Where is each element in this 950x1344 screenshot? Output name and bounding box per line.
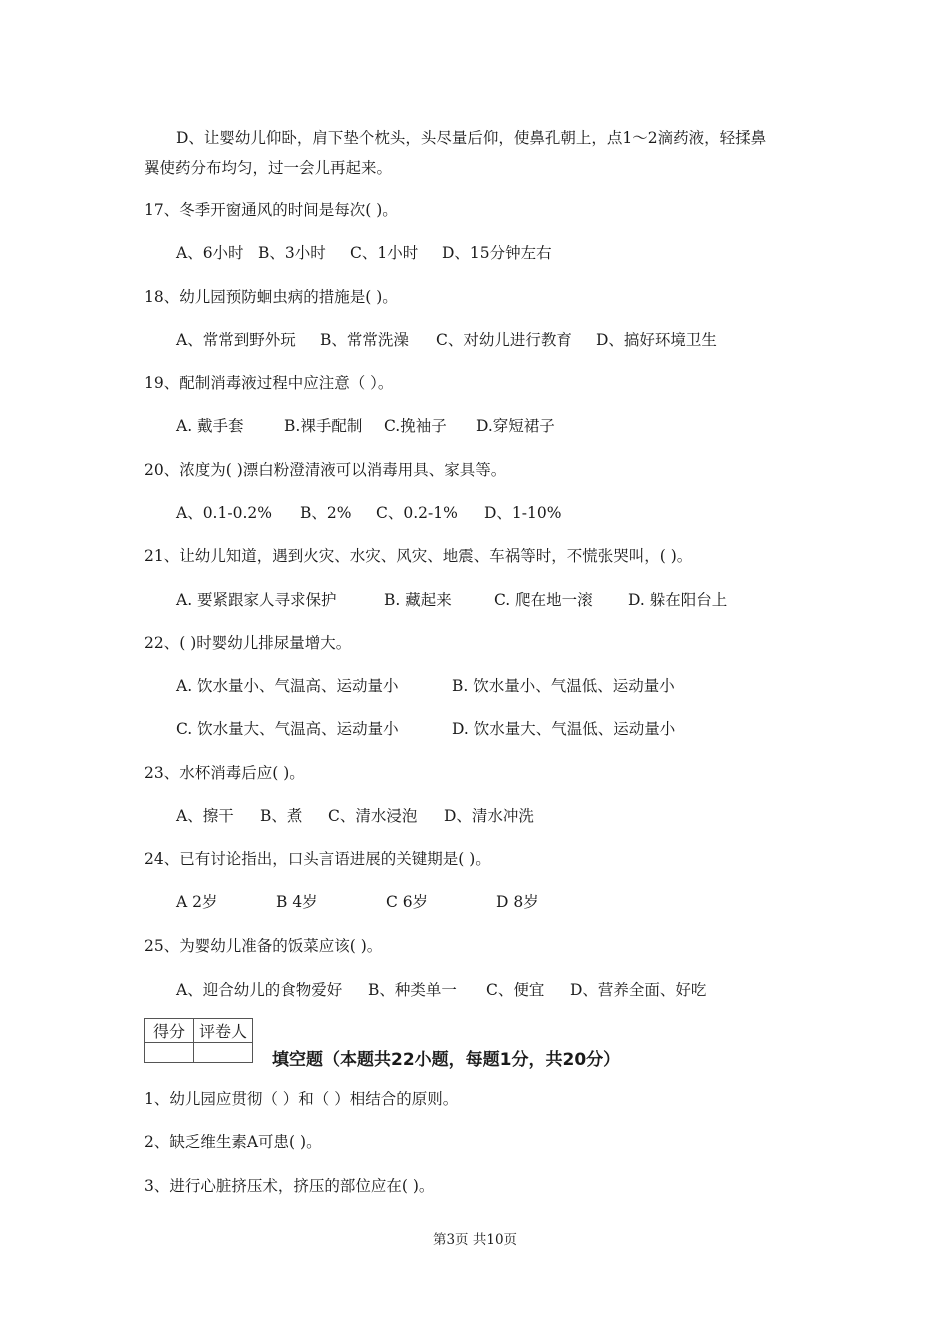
option-c: C、对幼儿进行教育 (436, 331, 572, 349)
question-17: 17、冬季开窗通风的时间是每次( )。 (144, 201, 398, 219)
question-21: 21、让幼儿知道，遇到火灾、水灾、风灾、地震、车祸等时，不慌张哭叫，( )。 (144, 547, 693, 565)
option-d: D. 饮水量大、气温低、运动量小 (452, 720, 676, 738)
question-22-options-row2 (176, 718, 675, 740)
question-23: 23、水杯消毒后应( )。 (144, 764, 305, 782)
option-d: D、1-10% (484, 504, 562, 522)
option-d: D 8岁 (496, 893, 539, 911)
option-b: B、煮 (260, 807, 303, 825)
score-label: 得分 (145, 1019, 194, 1043)
option-a: A、迎合幼儿的食物爱好 (176, 981, 343, 999)
question-21-options (176, 589, 727, 611)
option-c: C、清水浸泡 (328, 807, 418, 825)
option-d: D. 躲在阳台上 (628, 591, 728, 609)
q16-option-d-line1: D、让婴幼儿仰卧，肩下垫个枕头，头尽量后仰，使鼻孔朝上，点1～2滴药液，轻揉鼻 (176, 129, 767, 147)
section-title: 填空题（本题共22小题，每题1分，共20分） (272, 1050, 621, 1070)
grader-label: 评卷人 (194, 1019, 253, 1043)
option-a: A. 戴手套 (176, 417, 244, 435)
question-24: 24、已有讨论指出，口头言语进展的关键期是( )。 (144, 850, 491, 868)
option-b: B. 藏起来 (384, 591, 452, 609)
question-19: 19、配制消毒液过程中应注意（ ）。 (144, 374, 394, 392)
option-c: C、1小时 (350, 244, 419, 262)
option-b: B 4岁 (276, 893, 318, 911)
option-d: D.穿短裙子 (476, 417, 555, 435)
question-22-options-row1 (176, 675, 675, 697)
option-c: C. 饮水量大、气温高、运动量小 (176, 720, 399, 738)
option-d: D、营养全面、好吃 (570, 981, 707, 999)
question-19-options (176, 415, 555, 437)
option-b: B. 饮水量小、气温低、运动量小 (452, 677, 675, 695)
fill-blank-1: 1、幼儿园应贯彻（ ）和（ ）相结合的原则。 (144, 1090, 459, 1108)
grader-cell[interactable] (194, 1043, 253, 1063)
option-c: C. 爬在地一滚 (494, 591, 593, 609)
option-b: B、2% (300, 504, 352, 522)
option-d: D、15分钟左右 (442, 244, 552, 262)
option-a: A、6小时 (176, 244, 244, 262)
option-a: A、常常到野外玩 (176, 331, 296, 349)
option-b: B、常常洗澡 (320, 331, 409, 349)
fill-blank-3: 3、进行心脏挤压术，挤压的部位应在( )。 (144, 1177, 435, 1195)
question-17-options (176, 242, 552, 264)
q16-option-d-line2: 翼使药分布均匀，过一会儿再起来。 (144, 159, 393, 177)
option-a: A、0.1-0.2% (176, 504, 272, 522)
option-c: C.挽袖子 (384, 417, 447, 435)
score-cell[interactable] (145, 1043, 194, 1063)
question-20-options (176, 502, 561, 524)
option-b: B、种类单一 (368, 981, 457, 999)
option-c: C 6岁 (386, 893, 429, 911)
option-c: C、0.2-1% (376, 504, 458, 522)
option-b: B.裸手配制 (284, 417, 363, 435)
question-23-options (176, 805, 534, 827)
option-a: A 2岁 (176, 893, 218, 911)
option-d: D、搞好环境卫生 (596, 331, 717, 349)
question-25: 25、为婴幼儿准备的饭菜应该( )。 (144, 937, 383, 955)
question-25-options (176, 979, 706, 1001)
page-footer: 第3页 共10页 (432, 1232, 518, 1248)
option-d: D、清水冲洗 (444, 807, 534, 825)
question-24-options (176, 891, 539, 913)
option-b: B、3小时 (258, 244, 326, 262)
option-a: A. 饮水量小、气温高、运动量小 (176, 677, 399, 695)
question-20: 20、浓度为( )漂白粉澄清液可以消毒用具、家具等。 (144, 461, 507, 479)
fill-blank-2: 2、缺乏维生素A可患( )。 (144, 1133, 322, 1151)
question-18-options (176, 329, 717, 351)
score-box (144, 1018, 253, 1063)
question-18: 18、幼儿园预防蛔虫病的措施是( )。 (144, 288, 398, 306)
option-a: A、擦干 (176, 807, 234, 825)
question-22: 22、( )时婴幼儿排尿量增大。 (144, 634, 352, 652)
option-a: A. 要紧跟家人寻求保护 (176, 591, 337, 609)
option-c: C、便宜 (486, 981, 545, 999)
